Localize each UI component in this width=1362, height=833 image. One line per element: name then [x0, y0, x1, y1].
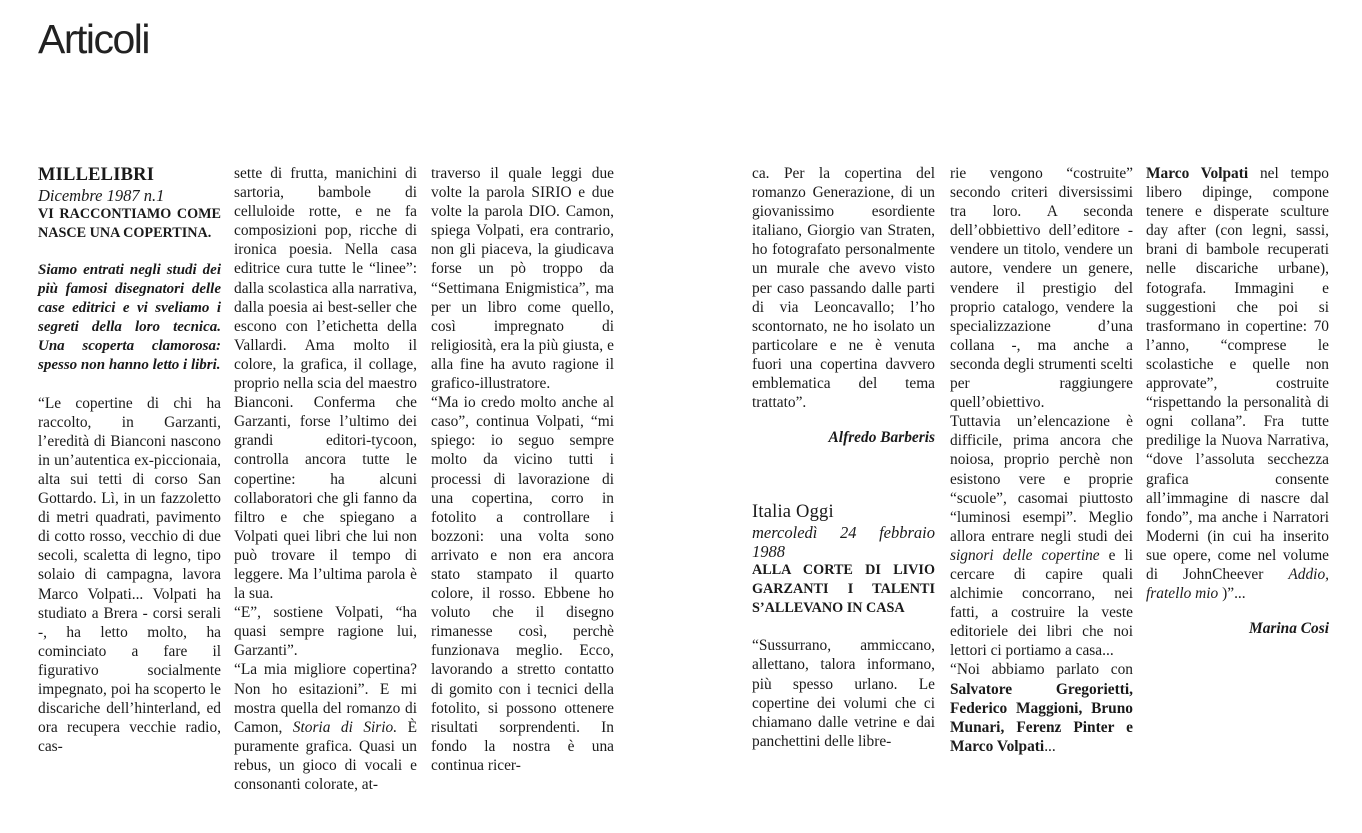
body-paragraph	[950, 412, 1133, 660]
body-text: “La mia migliore copertina? Non ho esitazioni”. E mi mostra quella del romanzo di Camon,	[234, 661, 417, 736]
book-title: Storia di Sirio.	[292, 718, 398, 736]
column-4	[752, 164, 935, 751]
body-text: “Noi abbiamo parlato con	[950, 661, 1133, 679]
body-paragraph	[950, 660, 1133, 755]
publication-name: Italia Oggi	[752, 502, 834, 523]
column-1	[38, 164, 221, 756]
article-headline: ALLA CORTE DI LIVIO GARZANTI I TALENTI S’ALLEVANO IN CASA	[752, 562, 935, 617]
body-text: È puramente grafica. Quasi un rebus, un gioco di vocali e consonanti colorate, at-	[234, 718, 417, 793]
body-text: “Ma io credo molto anche al caso”, continua Volpati, “mi spiego: io seguo sempre molto da vicino tutti i processi di lavorazione di una copertina, corro in fotolito a controllare i bozzoni: una volta sono arrivato e non era ancora stato stampato il quarto colore, il rosso. Ebbene ho voluto che il disegno rimanesse così, perchè funzionava meglio. Ecco, lavorando a stretto contatto di gomito con i tecnici della fotolito, si possono ottenere risultati sorprendenti. In fondo la nostra è una continua ricer-	[431, 394, 614, 774]
publication-name: MILLELIBRI	[38, 165, 155, 185]
body-text: sette di frutta, manichini di sartoria, bambole di celluloide rotte, e ne fa composizioni pop, ricche di ironica poesia. Nella casa editrice cura tutte le “linee”: dalla scolastica alla narrativa, dalla poesia ai best-seller che escono con l’etichetta della Vallardi. Ama molto il colore, la grafica, il collage, proprio nella scia del maestro Bianconi. Conferma che Garzanti, forse l’ultimo dei grandi editori-tycoon, controlla ancora tutte le copertine: ha alcuni collaboratori che gli fanno da filtro e che spiegano a Volpati quei libri che lui non può trovare il tempo di leggere. Ma l’ultima parola è la sua.	[234, 165, 417, 603]
article-lead: Siamo entrati negli studi dei più famosi disegnatori delle case editrici e vi sveliamo i segreti della loro tecnica. Una scoperta clamorosa: spesso non hanno letto i libri.	[38, 262, 221, 374]
body-text: Tuttavia un’elencazione è difficile, prima ancora che noiosa, proprio perchè non esistono vere e proprie “scuole”, casomai piuttosto “luminosi esempi”. Meglio allora entrare negli studi dei	[950, 413, 1133, 545]
column-5	[950, 164, 1133, 756]
publication-date: Dicembre 1987 n.1	[38, 186, 165, 205]
article-headline: VI RACCONTIAMO COME NASCE UNA COPERTINA.	[38, 206, 221, 241]
book-title: Addio, fratello mio	[1146, 565, 1329, 603]
author-signature: Marina Cosi	[1249, 620, 1329, 638]
body-text: nel tempo libero dipinge, compone tenere e disperate sculture day after (con legni, sassi, brani di bambole recuperati nelle discariche urbane), fotografa. Immagini e suggestioni che poi si trasformano in copertine: 70 l’anno, “comprese le scolastiche e quelle non approvate”, costruite “rispettando la personalità di ogni collana”. Fra tutte predilige la Nuova Narrativa, “dove l’assoluta secchezza grafica consente all’immagine di nascre dal fondo”, ma anche i Narratori Moderni (in cui ha inserito sue opere, come nel volume di JohnCheever	[1146, 165, 1329, 583]
body-text: e li cercare di capire quali alchimie concorrano, nei fatti, a costruire la veste editoriele dei libri che noi lettori ci portiamo a casa...	[950, 546, 1133, 660]
column-3	[431, 164, 614, 775]
body-text: “Le copertine di chi ha raccolto, in Garzanti, l’eredità di Bianconi nascono in un’autentica ex-piccionaia, alta sui tetti di corso San Gottardo. Lì, in un fazzoletto di metri quadrati, pavimento di cotto rosso, vecchio di due secoli, scaletta di legno, tipo solaio di campagna, lavora Marco Volpati... Volpati ha studiato a Brera - corsi serali -, ha letto molto, ha cominciato a fare il figurativo socialmente impegnato, poi ha scoperto le discariche dell’hinterland, ed ora recupera vecchie radio, cas-	[38, 394, 221, 756]
emphasis-text: signori delle copertine	[950, 546, 1100, 564]
designer-name: Marco Volpati	[1146, 165, 1249, 182]
body-text: “E”, sostiene Volpati, “ha quasi sempre ragione lui, Garzanti”.	[234, 604, 417, 660]
body-text: “Sussurrano, ammiccano, allettano, talora informano, più spesso urlano. Le copertine dei volumi che ci chiamano dalle vetrine e dai panchettini delle libre-	[752, 637, 935, 750]
body-paragraph	[1146, 164, 1329, 603]
body-paragraph	[234, 660, 417, 794]
designer-names: Salvatore Gregorietti, Federico Maggioni, Bruno Munari, Ferenz Pinter e Marco Volpati	[950, 680, 1133, 755]
author-signature: Alfredo Barberis	[828, 429, 935, 447]
body-text: )”...	[1222, 585, 1246, 603]
publication-date: mercoledì 24 febbraio 1988	[752, 523, 935, 562]
column-2	[234, 164, 417, 794]
body-text: ...	[1044, 737, 1056, 755]
page-title: Articoli	[38, 16, 150, 62]
column-6	[1146, 164, 1329, 638]
body-text: ca. Per la copertina del romanzo Generazione, di un giovanissimo esordiente italiano, Giorgio van Straten, ho fotografato personalmente un murale che avevo visto per caso passando dalle parti di via Leoncavallo; l’ho scontornato, ne ho isolato un particolare e ne è venuta fuori una copertina davvero emblematica del tema trattato”.	[752, 165, 935, 412]
body-text: rie vengono “costruite” secondo criteri diversissimi tra loro. A seconda dell’obbiettivo dell’editore - vendere un titolo, vendere un autore, vendere un genere, vendere il prestigio del proprio catalogo, vendere la specializzazione d’una collana -, ma anche a seconda degli strumenti scelti per raggiungere quell’obiettivo.	[950, 165, 1133, 412]
body-text: traverso il quale leggi due volte la parola SIRIO e due volte la parola DIO. Camon, spiega Volpati, era contrario, non gli piaceva, la giudicava forse un pò troppo da “Settimana Enigmistica”, ma per un libro come quello, così impregnato di religiosità, era la più giusta, e alla fine ha avuto ragione il grafico-illustratore.	[431, 165, 614, 393]
